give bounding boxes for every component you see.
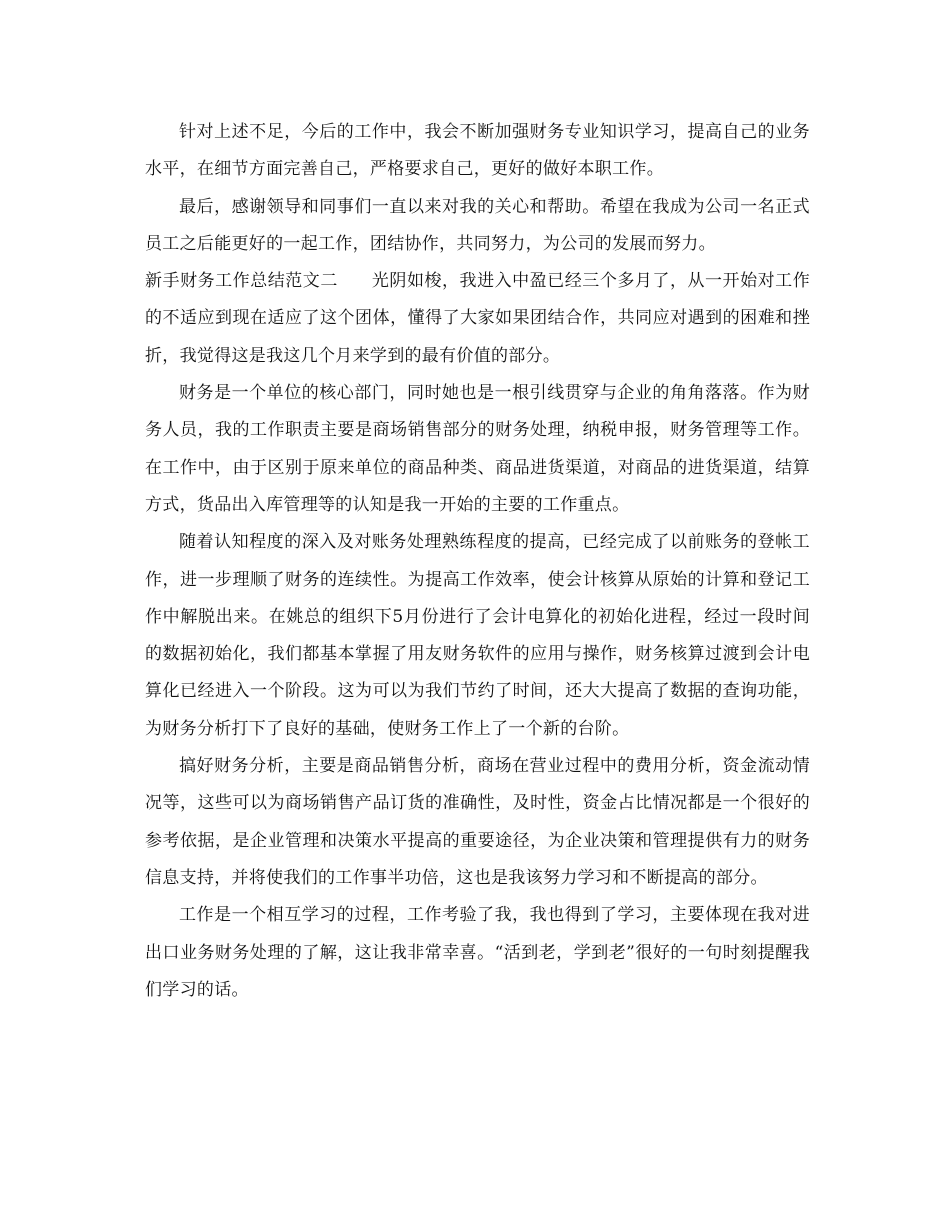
paragraph: 财务是一个单位的核心部门，同时她也是一根引线贯穿与企业的角角落落。作为财务人员，我的工作职责主要是商场销售部分的财务处理，纳税申报，财务管理等工作。在工作中，由于区别于原来单位的商品种类、商品进货渠道，对商品的进货渠道，结算方式，货品出入库管理等的认知是我一开始的主要的工作重点。 [145,383,810,515]
paragraph: 随着认知程度的深入及对账务处理熟练程度的提高，已经完成了以前账务的登帐工作，进一步理顺了财务的连续性。为提高工作效率，使会计核算从原始的计算和登记工作中解脱出来。在姚总的组织下5月份进行了会计电算化的初始化进程，经过一段时间的数据初始化，我们都基本掌握了用友财务软件的应用与操作，财务核算过渡到会计电算化已经进入一个阶段。这为可以为我们节约了时间，还大大提高了数据的查询功能，为财务分析打下了良好的基础，使财务工作上了一个新的台阶。 [145,532,810,739]
paragraph: 搞好财务分析，主要是商品销售分析，商场在营业过程中的费用分析，资金流动情况等，这些可以为商场销售产品订货的准确性，及时性，资金占比情况都是一个很好的参考依据，是企业管理和决策水平提高的重要途径，为企业决策和管理提供有力的财务信息支持，并将使我们的工作事半功倍，这也是我该努力学习和不断提高的部分。 [145,756,810,888]
section-first-paragraph: 光阴如梭，我进入中盈已经三个多月了，从一开始对工作的不适应到现在适应了这个团体，懂得了大家如果团结合作，共同应对遇到的困难和挫折，我觉得这是我这几个月来学到的最有价值的部分。 [145,271,810,366]
section-heading: 新手财务工作总结范文二 [145,271,338,292]
section-start-paragraph [145,263,810,375]
paragraph: 最后，感谢领导和同事们一直以来对我的关心和帮助。希望在我成为公司一名正式员工之后能更好的一起工作，团结协作，共同努力，为公司的发展而努力。 [145,196,810,254]
paragraph: 工作是一个相互学习的过程，工作考验了我，我也得到了学习，主要体现在我对进出口业务财务处理的了解，这让我非常幸喜。“活到老，学到老”很好的一句时刻提醒我们学习的话。 [145,905,810,1000]
document-body [145,114,810,1009]
paragraph: 针对上述不足，今后的工作中，我会不断加强财务专业知识学习，提高自己的业务水平，在细节方面完善自己，严格要求自己，更好的做好本职工作。 [145,122,810,180]
